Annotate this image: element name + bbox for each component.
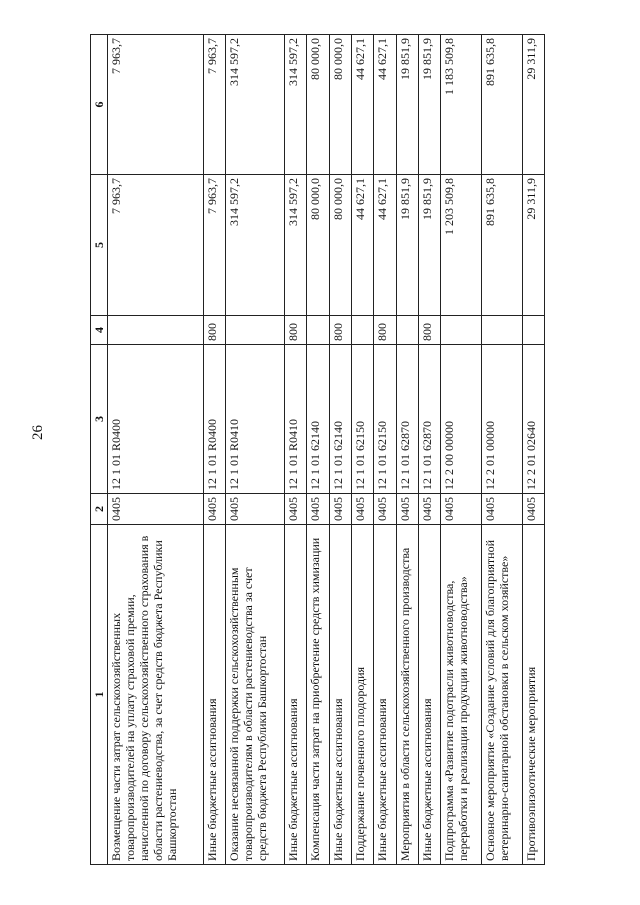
- amount-year1-cell: 314 597,2: [285, 175, 307, 316]
- section-code-cell: 0405: [374, 494, 396, 525]
- amount-year1-cell: 1 203 509,8: [441, 175, 482, 316]
- amount-year1-cell: 19 851,9: [396, 175, 418, 316]
- expense-type-cell: [108, 316, 204, 345]
- table-row: [352, 35, 374, 865]
- amount-year1-cell: 7 963,7: [203, 175, 225, 316]
- section-code-cell: 0405: [522, 494, 544, 525]
- table-row: [226, 35, 285, 865]
- section-code-cell: 0405: [396, 494, 418, 525]
- row-name-cell: Иные бюджетные ассигнования: [285, 525, 307, 865]
- row-name-cell: Иные бюджетные ассигнования: [374, 525, 396, 865]
- amount-year1-cell: 44 627,1: [352, 175, 374, 316]
- expense-type-cell: [352, 316, 374, 345]
- amount-year2-cell: 19 851,9: [396, 35, 418, 175]
- table-row: [396, 35, 418, 865]
- row-name-cell: Оказание несвязанной поддержки сельскохозяйственным товаропроизводителям в области растениеводства за счет средств бюджета Республики Башкортостан: [226, 525, 285, 865]
- amount-year2-cell: 314 597,2: [226, 35, 285, 175]
- column-header-1: 1: [91, 525, 108, 865]
- amount-year1-cell: 80 000,0: [307, 175, 329, 316]
- target-article-cell: 12 1 01 62140: [307, 345, 329, 494]
- expense-type-cell: [522, 316, 544, 345]
- table-row: [203, 35, 225, 865]
- table-row: [329, 35, 351, 865]
- column-header-4: 4: [91, 316, 108, 345]
- row-name-cell: Поддержание почвенного плодородия: [352, 525, 374, 865]
- section-code-cell: 0405: [418, 494, 440, 525]
- table-row: [307, 35, 329, 865]
- target-article-cell: 12 2 01 00000: [481, 345, 522, 494]
- table-row: [108, 35, 204, 865]
- table-row: [418, 35, 440, 865]
- table-row: [374, 35, 396, 865]
- amount-year2-cell: 29 311,9: [522, 35, 544, 175]
- page-number: 26: [30, 425, 46, 440]
- column-header-3: 3: [91, 345, 108, 494]
- target-article-cell: 12 1 01 R0400: [108, 345, 204, 494]
- row-name-cell: Иные бюджетные ассигнования: [329, 525, 351, 865]
- budget-table: [90, 34, 545, 865]
- amount-year2-cell: 44 627,1: [352, 35, 374, 175]
- amount-year1-cell: 29 311,9: [522, 175, 544, 316]
- section-code-cell: 0405: [329, 494, 351, 525]
- target-article-cell: 12 2 00 00000: [441, 345, 482, 494]
- amount-year1-cell: 314 597,2: [226, 175, 285, 316]
- amount-year2-cell: 44 627,1: [374, 35, 396, 175]
- amount-year2-cell: 80 000,0: [307, 35, 329, 175]
- target-article-cell: 12 1 01 62150: [374, 345, 396, 494]
- target-article-cell: 12 1 01 R0400: [203, 345, 225, 494]
- amount-year2-cell: 314 597,2: [285, 35, 307, 175]
- table-row: [522, 35, 544, 865]
- target-article-cell: 12 1 01 R0410: [285, 345, 307, 494]
- section-code-cell: 0405: [352, 494, 374, 525]
- target-article-cell: 12 2 01 02640: [522, 345, 544, 494]
- target-article-cell: 12 1 01 62870: [396, 345, 418, 494]
- row-name-cell: Мероприятия в области сельскохозяйственного производства: [396, 525, 418, 865]
- row-name-cell: Возмещение части затрат сельскохозяйственных товаропроизводителей на уплату страховой премии, начисленной по договору сельскохозяйственного страхования в области растениеводства, за счет средств бюджета Республики Башкортостан: [108, 525, 204, 865]
- amount-year1-cell: 80 000,0: [329, 175, 351, 316]
- table-row: [285, 35, 307, 865]
- expense-type-cell: 800: [418, 316, 440, 345]
- section-code-cell: 0405: [441, 494, 482, 525]
- expense-type-cell: 800: [203, 316, 225, 345]
- row-name-cell: Подпрограмма «Развитие подотрасли животноводства, переработки и реализации продукции животноводства»: [441, 525, 482, 865]
- row-name-cell: Иные бюджетные ассигнования: [418, 525, 440, 865]
- expense-type-cell: [226, 316, 285, 345]
- amount-year2-cell: 891 635,8: [481, 35, 522, 175]
- amount-year2-cell: 19 851,9: [418, 35, 440, 175]
- expense-type-cell: 800: [285, 316, 307, 345]
- expense-type-cell: 800: [374, 316, 396, 345]
- column-header-5: 5: [91, 175, 108, 316]
- amount-year2-cell: 7 963,7: [203, 35, 225, 175]
- expense-type-cell: [441, 316, 482, 345]
- amount-year1-cell: 7 963,7: [108, 175, 204, 316]
- section-code-cell: 0405: [481, 494, 522, 525]
- section-code-cell: 0405: [203, 494, 225, 525]
- section-code-cell: 0405: [226, 494, 285, 525]
- row-name-cell: Компенсация части затрат на приобретение средств химизации: [307, 525, 329, 865]
- amount-year2-cell: 7 963,7: [108, 35, 204, 175]
- amount-year1-cell: 891 635,8: [481, 175, 522, 316]
- target-article-cell: 12 1 01 62870: [418, 345, 440, 494]
- row-name-cell: Противоэпизоотические мероприятия: [522, 525, 544, 865]
- expense-type-cell: [307, 316, 329, 345]
- amount-year2-cell: 1 183 509,8: [441, 35, 482, 175]
- row-name-cell: Иные бюджетные ассигнования: [203, 525, 225, 865]
- table-row: [481, 35, 522, 865]
- column-header-2: 2: [91, 494, 108, 525]
- amount-year1-cell: 44 627,1: [374, 175, 396, 316]
- amount-year1-cell: 19 851,9: [418, 175, 440, 316]
- table-row: [441, 35, 482, 865]
- section-code-cell: 0405: [108, 494, 204, 525]
- expense-type-cell: 800: [329, 316, 351, 345]
- column-header-6: 6: [91, 35, 108, 175]
- target-article-cell: 12 1 01 R0410: [226, 345, 285, 494]
- expense-type-cell: [396, 316, 418, 345]
- target-article-cell: 12 1 01 62150: [352, 345, 374, 494]
- table-header-row: [91, 35, 108, 865]
- rotated-table-container: [90, 35, 545, 865]
- row-name-cell: Основное мероприятие «Создание условий для благоприятной ветеринарно-санитарной обстановки в сельском хозяйстве»: [481, 525, 522, 865]
- section-code-cell: 0405: [307, 494, 329, 525]
- section-code-cell: 0405: [285, 494, 307, 525]
- amount-year2-cell: 80 000,0: [329, 35, 351, 175]
- target-article-cell: 12 1 01 62140: [329, 345, 351, 494]
- expense-type-cell: [481, 316, 522, 345]
